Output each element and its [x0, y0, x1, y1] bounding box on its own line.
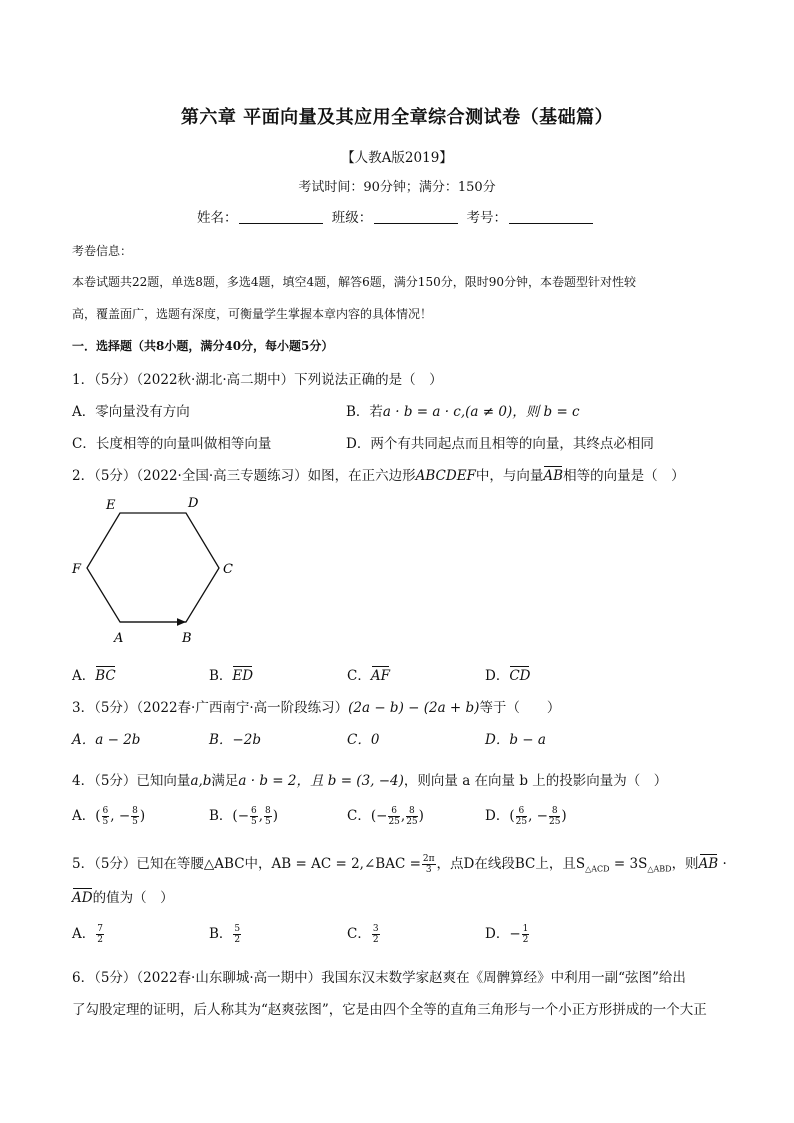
q5-angle-frac [422, 854, 436, 875]
q4-option-a-prefix: A． [72, 808, 96, 824]
q5-stem: 5．（5分）已知在等腰△ABC中，AB = AC = 2,∠BAC = $\frac{2\pi}{3}$ ，点D在线段BC上，且$S_{\triangle ACD} = 3S_{\triangle ABD}$，则AB · [72, 854, 727, 875]
q1-option-c: C．长度相等的向量叫做相等向量 [72, 436, 272, 452]
name-blank[interactable] [239, 211, 323, 224]
q4-option-a: A．( $\frac{6}{5}$ , − $\frac{8}{5}$ ) [72, 806, 146, 827]
q4-option-b-n1: 6 [251, 806, 257, 816]
q4-option-a-sep: , − [110, 808, 131, 824]
info-text-2: 高，覆盖面广，选题有深度，可衡量学生掌握本章内容的具体情况！ [72, 307, 433, 321]
vertex-label-e: E [106, 498, 116, 513]
vertex-label-d: D [188, 496, 199, 511]
section-heading: 一．选择题（共8小题，满分40分，每小题5分） [72, 339, 334, 353]
q4-option-d: D．( $\frac{6}{25}$ , − $\frac{8}{25}$ ) [485, 806, 567, 827]
q4-option-c: C．(− $\frac{6}{25}$ , $\frac{8}{25}$ ) [347, 806, 424, 827]
q5-option-a-frac [96, 924, 104, 945]
q5-option-c-den: 2 [372, 935, 379, 945]
vertex-label-a: A [114, 631, 124, 646]
q4-option-c-frac2 [406, 806, 417, 827]
q1-option-b [346, 400, 580, 420]
q4-option-d-n1: 6 [516, 806, 527, 817]
q4-option-d-frac1 [516, 806, 527, 827]
q3-option-a: A．a − 2b [72, 732, 141, 748]
q4-stem [72, 769, 667, 789]
q5-stem-mid: ，点D在线段BC上，且S [436, 856, 586, 872]
edition-label: 【人教A版2019】 [341, 150, 453, 166]
q1-option-b-prefix: B．若 [346, 404, 383, 420]
q4-option-d-n2: 8 [549, 806, 560, 817]
q6-line-2: 了勾股定理的证明，后人称其为“赵爽弦图”，它是由四个全等的直角三角形与一个小正方形拼成的一个大正 [72, 1002, 707, 1018]
q1-stem: 1．（5分）（2022秋·湖北·高二期中）下列说法正确的是（ ） [72, 372, 443, 388]
q4-stem-mid: 满足 [211, 773, 239, 789]
q4-option-b-n2: 8 [265, 806, 271, 816]
q5-vector-ab: AB [698, 856, 719, 872]
q4-option-a-n1: 6 [102, 806, 109, 816]
q5-option-a-num: 7 [97, 924, 103, 934]
q2-option-b-prefix: B． [209, 668, 233, 684]
q1-option-d: D．两个有共同起点而且相等的向量，其终点必相同 [346, 436, 654, 452]
exam-info: 考试时间：90分钟；满分：150分 [298, 180, 496, 195]
q5-option-d-num: 1 [522, 924, 529, 934]
q4-option-b-prefix: B． [209, 808, 233, 824]
q5-sub1: △ACD [585, 864, 610, 874]
student-fields [0, 206, 794, 226]
q5-option-c-frac [372, 924, 380, 945]
q5-stem-pre: 5．（5分）已知在等腰△ABC中，AB = AC = 2,∠BAC = [72, 856, 421, 872]
q5-option-b-num: 5 [234, 924, 241, 934]
q3-option-d: D．b − a [485, 732, 546, 748]
q4-option-c-prefix: C． [347, 808, 371, 824]
id-blank[interactable] [509, 211, 593, 224]
q4-option-b: B．(− $\frac{6}{5}$ , $\frac{8}{5}$ ) [209, 806, 279, 827]
q5-option-d-neg: − [509, 926, 521, 942]
q2-option-d-vec: CD [509, 668, 531, 684]
vertex-label-b: B [182, 631, 192, 646]
q2-option-b [209, 664, 253, 684]
q5-angle-num: 2π [422, 854, 435, 864]
q4-option-a-d1: 5 [102, 817, 109, 827]
q4-vectors: a,b [190, 773, 212, 789]
q5-stem-post: ，则 [671, 856, 699, 872]
q5-angle-den: 3 [425, 865, 432, 875]
q2-option-b-vec: ED [232, 668, 254, 684]
q3-stem-pre: 3．（5分）（2022春·广西南宁·高一阶段练习） [72, 700, 349, 716]
page-title: 第六章 平面向量及其应用全章综合测试卷（基础篇） [180, 107, 614, 128]
q2-option-d [485, 664, 530, 684]
q2-option-a-prefix: A． [72, 668, 96, 684]
q5-option-a [72, 922, 105, 945]
q4-option-b-neg: − [237, 808, 250, 824]
q4-option-d-frac2 [549, 806, 560, 827]
q4-option-c-d1: 25 [388, 817, 400, 827]
q2-stem [72, 464, 685, 484]
q5-option-c-prefix: C． [347, 926, 371, 942]
q4-option-c-n1: 6 [388, 806, 399, 817]
q5-option-b-prefix: B． [209, 926, 233, 942]
q4-option-d-d2: 25 [548, 817, 561, 827]
q4-option-a-frac1 [102, 806, 110, 827]
hexagon-shape [87, 513, 219, 622]
q5-option-b-den: 2 [234, 935, 241, 945]
q4-option-a-d2: 5 [132, 817, 138, 827]
q5-line2-text: 的值为（ ） [92, 890, 174, 906]
q2-option-c [347, 664, 390, 684]
q4-option-c-frac1 [388, 806, 399, 827]
q3-stem-post: 等于（ ） [479, 700, 561, 716]
q4-option-b-d2: 5 [265, 817, 271, 827]
q5-option-c [347, 922, 381, 945]
q2-stem-post: 相等的向量是（ ） [563, 468, 685, 484]
q5-option-b [209, 922, 242, 945]
q5-stem-line2 [72, 886, 174, 906]
q4-option-c-sep: , [400, 808, 406, 824]
hexagon-figure [70, 490, 240, 650]
name-label: 姓名： [196, 210, 238, 226]
q4-option-b-frac1 [250, 806, 258, 827]
q5-option-d-prefix: D． [485, 926, 510, 942]
q5-option-a-prefix: A． [72, 926, 96, 942]
info-text-1: 本卷试题共22题，单选8题，多选4题，填空4题，解答6题，满分150分，限时90分钟，本卷题型针对性较 [72, 275, 636, 289]
q2-option-c-vec: AF [370, 668, 390, 684]
q5-vector-ad: AD [72, 890, 93, 906]
q6-line-1: 6．（5分）（2022春·山东聊城·高一期中）我国东汉末数学家赵爽在《周髀算经》中利用一副“弦图”给出 [72, 970, 686, 986]
q5-option-d [485, 922, 530, 945]
q4-condition: a · b = 2，且 b = (3, −4) [238, 773, 404, 789]
q5-eq: = 3S [609, 856, 648, 872]
q4-option-a-frac2 [131, 806, 139, 827]
q1-option-b-expr: a · b = a · c,(a ≠ 0)，则 b = c [382, 404, 580, 420]
q4-option-d-prefix: D． [485, 808, 510, 824]
q5-option-b-frac [233, 924, 241, 945]
q2-option-c-prefix: C． [347, 668, 371, 684]
q5-option-c-num: 3 [372, 924, 379, 934]
q2-hexagon-name: ABCDEF [415, 468, 476, 484]
q2-option-a [72, 664, 116, 684]
q3-option-c: C．0 [347, 732, 380, 748]
q4-option-d-sep: , − [528, 808, 548, 824]
q4-stem-pre: 4．（5分）已知向量 [72, 773, 191, 789]
q4-option-d-d1: 25 [515, 817, 528, 827]
vertex-label-f: F [72, 562, 82, 577]
class-blank[interactable] [374, 211, 458, 224]
q5-sub2: △ABD [647, 864, 672, 874]
q2-option-a-vec: BC [95, 668, 116, 684]
q3-expression: (2a − b) − (2a + b) [348, 700, 480, 716]
vertex-label-c: C [223, 562, 233, 577]
q4-stem-post: ，则向量 a 在向量 b 上的投影向量为（ ） [403, 773, 668, 789]
q4-option-c-n2: 8 [406, 806, 417, 817]
info-label: 考卷信息： [72, 244, 133, 258]
q4-option-a-n2: 8 [132, 806, 138, 816]
q3-stem [72, 696, 560, 716]
q2-option-d-prefix: D． [485, 668, 510, 684]
class-label: 班级： [331, 210, 373, 226]
q5-option-d-den: 2 [522, 935, 529, 945]
q3-option-b: B．−2b [209, 732, 261, 748]
q4-option-b-frac2 [264, 806, 272, 827]
q4-option-b-sep: , [258, 808, 264, 824]
q4-option-b-d1: 5 [251, 817, 257, 827]
q2-vector-ab: AB [543, 468, 564, 484]
q5-option-d-frac [522, 924, 530, 945]
q2-stem-pre: 2．（5分）（2022·全国·高三专题练习）如图，在正六边形 [72, 468, 416, 484]
q2-stem-mid: 中，与向量 [475, 468, 544, 484]
id-label: 考号： [466, 210, 508, 226]
q4-option-c-d2: 25 [406, 817, 418, 827]
q4-option-c-neg: − [376, 808, 388, 824]
q5-option-a-den: 2 [97, 935, 103, 945]
q1-option-a: A．零向量没有方向 [72, 404, 190, 420]
